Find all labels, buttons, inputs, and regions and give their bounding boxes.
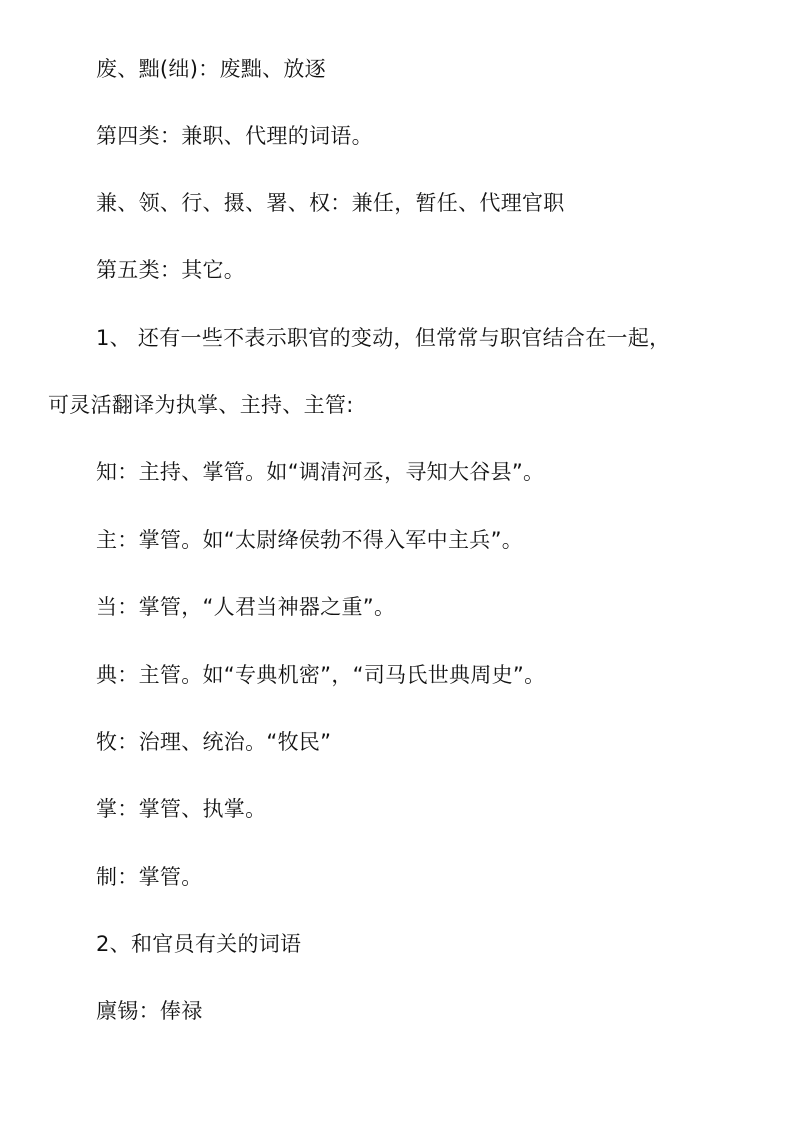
text-line: 主：掌管。如“太尉绛侯勃不得入军中主兵”。 [96, 528, 524, 552]
text-line: 牧：治理、统治。“牧民” [96, 730, 332, 754]
text-line: 当：掌管，“人君当神器之重”。 [96, 595, 396, 619]
section-heading: 2、和官员有关的词语 [96, 932, 302, 956]
text-line: 制：掌管。 [96, 865, 203, 889]
text-line: 知：主持、掌管。如“调清河丞，寻知大谷县”。 [96, 460, 545, 484]
text-line: 廪锡：俸禄 [96, 999, 203, 1023]
text-line-continuation: 可灵活翻译为执掌、主持、主管: [48, 393, 354, 417]
text-line: 废、黜(绌)：废黜、放逐 [96, 57, 326, 81]
text-line: 兼、领、行、摄、署、权：兼任，暂任、代理官职 [96, 191, 565, 215]
text-line: 掌：掌管、执掌。 [96, 797, 267, 821]
section-heading: 第五类：其它。 [96, 258, 246, 282]
text-line: 1、 还有一些不表示职官的变动，但常常与职官结合在一起， [96, 326, 671, 350]
section-heading: 第四类：兼职、代理的词语。 [96, 124, 373, 148]
text-line: 典：主管。如“专典机密”，“司马氏世典周史”。 [96, 663, 546, 687]
